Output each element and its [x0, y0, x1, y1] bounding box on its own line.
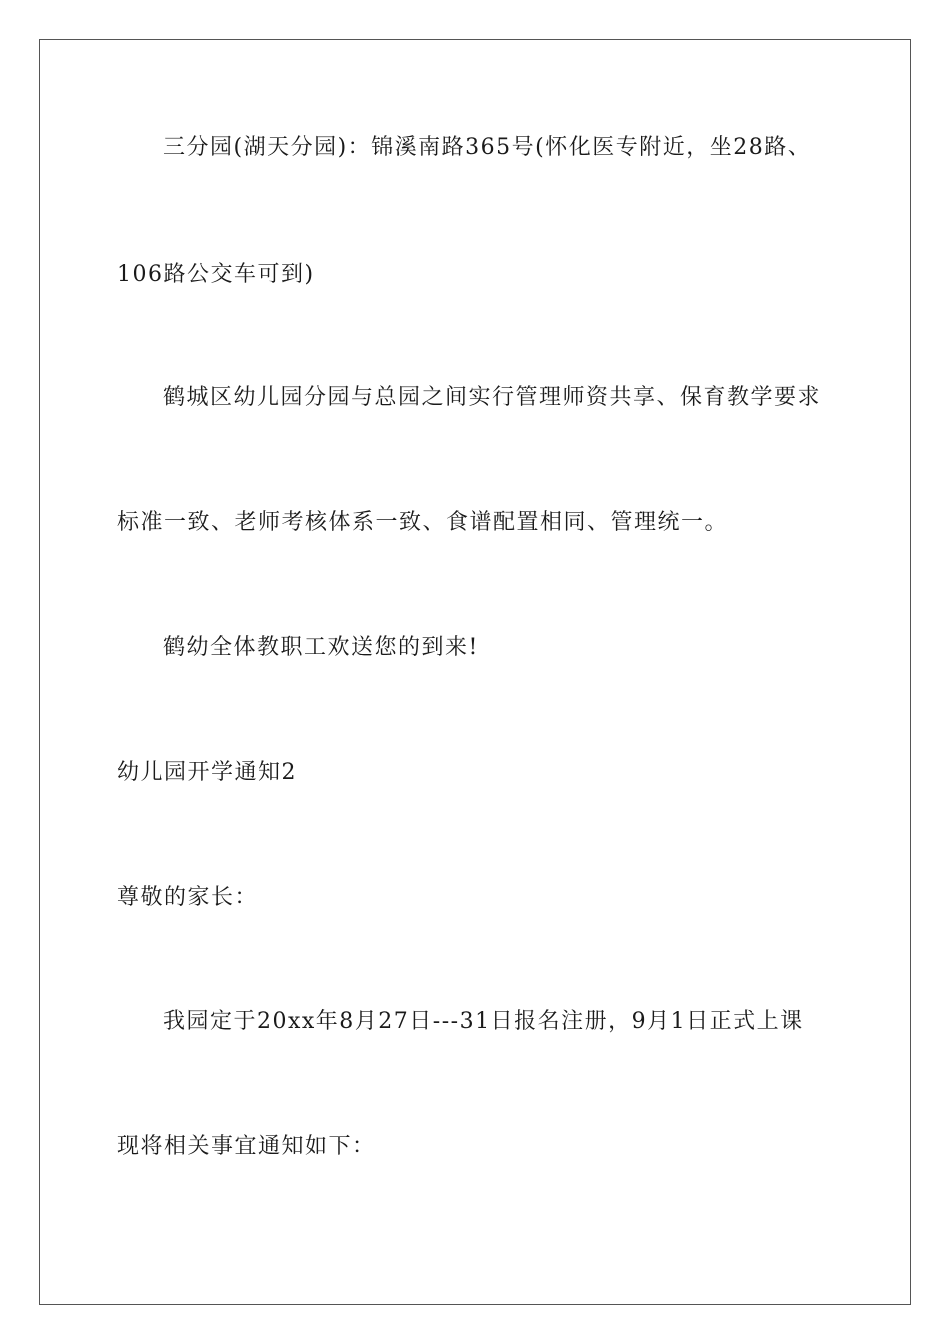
- paragraph-management-cont: 标准一致、老师考核体系一致、食谱配置相同、管理统一。: [117, 510, 729, 535]
- paragraph-notice-intro: 现将相关事宜通知如下：: [117, 1134, 376, 1159]
- salutation: 尊敬的家长：: [117, 885, 259, 910]
- paragraph-management: 鹤城区幼儿园分园与总园之间实行管理师资共享、保育教学要求: [163, 385, 822, 410]
- page-border: [39, 39, 911, 1305]
- paragraph-branch-address-cont: 106路公交车可到): [117, 262, 315, 287]
- paragraph-welcome: 鹤幼全体教职工欢送您的到来!: [163, 635, 479, 660]
- section-title: 幼儿园开学通知2: [117, 760, 297, 785]
- paragraph-branch-address: 三分园(湖天分园)：锦溪南路365号(怀化医专附近，坐28路、: [163, 135, 812, 160]
- paragraph-registration: 我园定于20xx年8月27日---31日报名注册，9月1日正式上课: [163, 1009, 804, 1034]
